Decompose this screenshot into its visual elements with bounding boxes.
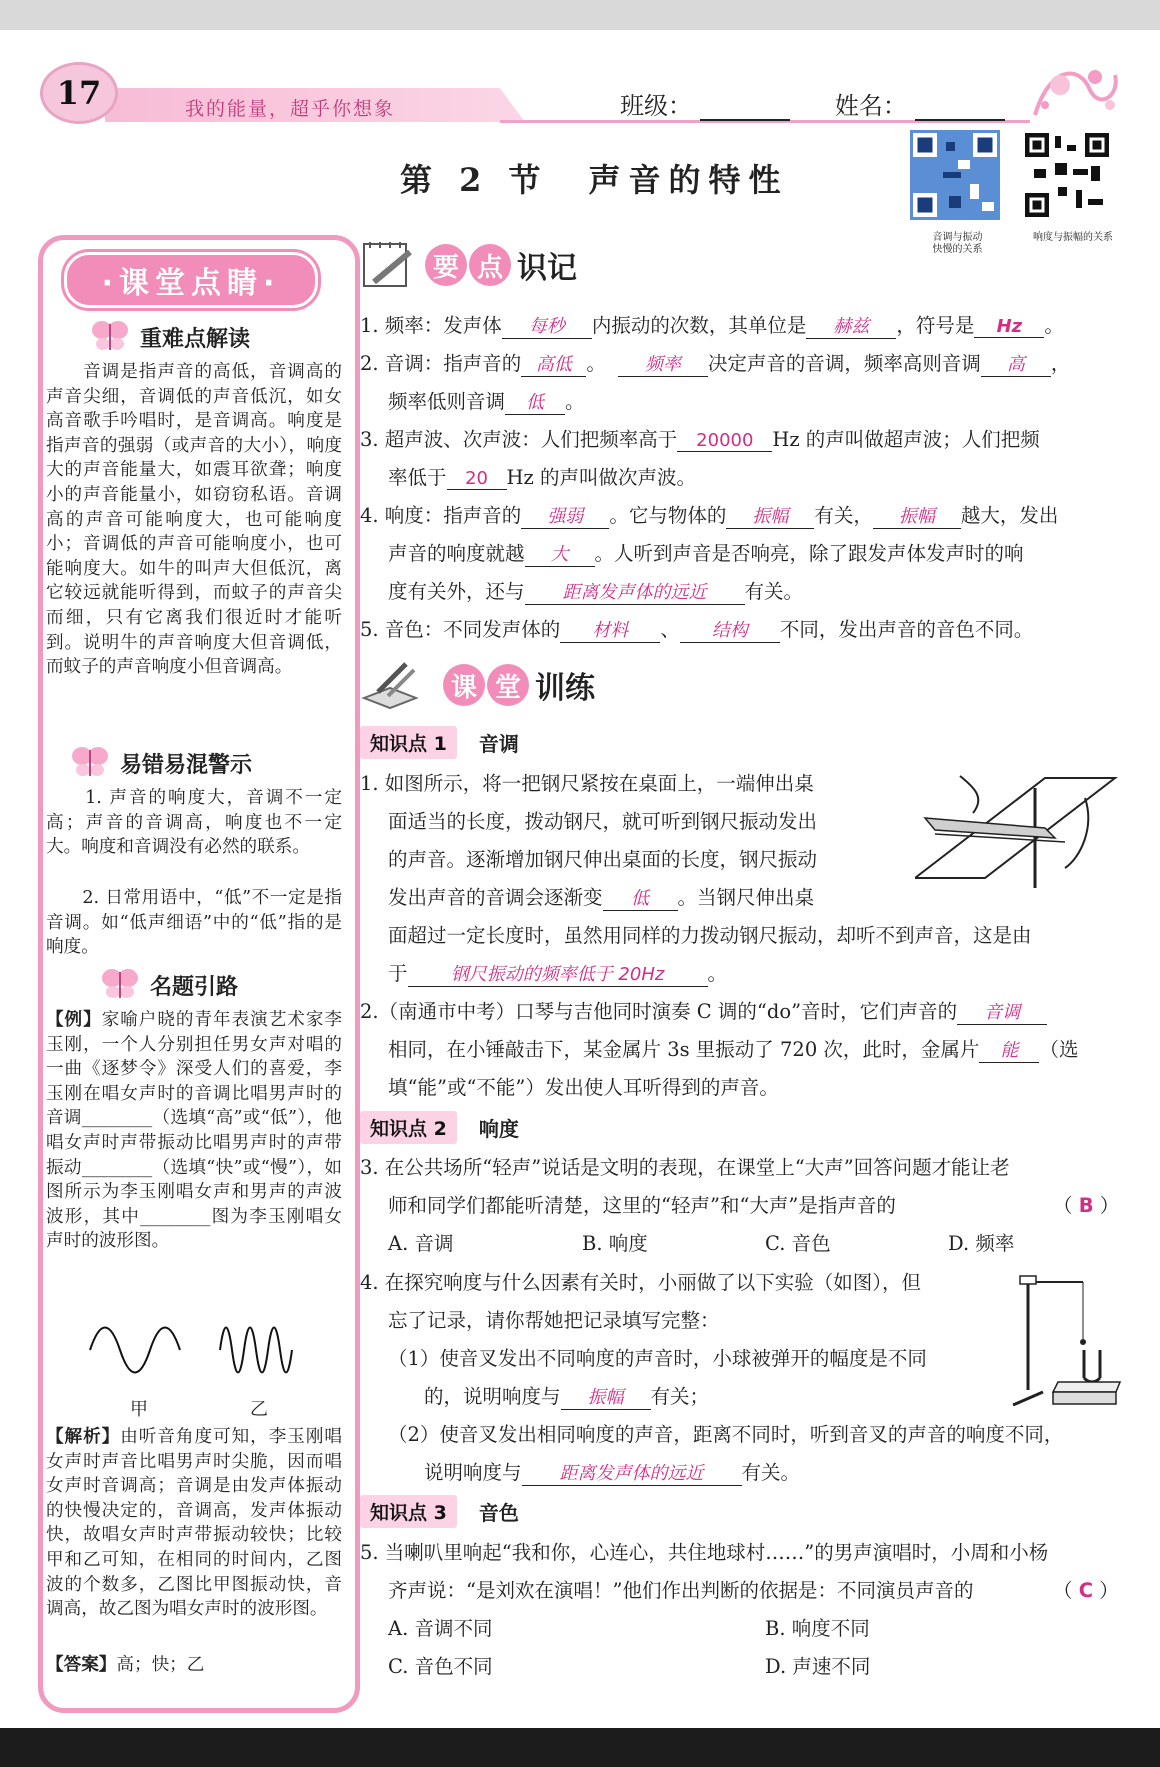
q5-answer: C bbox=[1078, 1579, 1094, 1602]
section2-title: 易错易混警示 bbox=[120, 753, 253, 778]
pen-book-icon bbox=[360, 658, 420, 710]
page-number: 17 bbox=[40, 62, 118, 124]
q5-choice[interactable]: （ C ） bbox=[1053, 1579, 1119, 1602]
example-block bbox=[46, 1008, 342, 1254]
section2-text-1: 1. 声音的响度大，音调不一定高；声音的音调高，响度也不一定大。响度和音调没有必然的联系。 bbox=[46, 788, 342, 858]
tuning-fork-figure bbox=[1008, 1270, 1123, 1410]
answer-blank[interactable]: 低 bbox=[603, 884, 678, 911]
knowledge-point-2: 知识点 2 响度 bbox=[360, 1111, 519, 1144]
class-blank[interactable] bbox=[700, 119, 790, 121]
analysis-tag: 【解析】 bbox=[46, 1426, 121, 1447]
section1-text: 音调是指声音的高低，音调高的声音尖细，音调低的声音低沉，如女高音歌手吟唱时，是音调高。响度是指声音的强弱（或声音的大小），响度大的声音能量大，如震耳欲聋；响度小的声音能量小，如窃窃私语。音调高的声音可能响度大，也可能响度小；音调低的声音可能响度小，也可能响度大。如牛的叫声大但低沉，离它较远就能听得到，而蚊子的声音尖而细，只有它离我们很近时才能听到。说明牛的声音响度大但音调低，而蚊子的声音响度小但音调高。 bbox=[46, 362, 342, 678]
analysis-text: 由听音角度可知，李玉刚唱女声时声音比唱男声时尖脆，因而唱女声时音调高；音调是由发声体振动的快慢决定的，音调高，发声体振动快，故唱女声时声带振动较快；比较甲和乙可知，在相同的时间内，乙图波的个数多，乙图比甲图振动快，音调高，故乙图为唱女声时的波形图。 bbox=[46, 1427, 342, 1620]
q4-line-d: 的，说明响度与 振幅 有关； bbox=[424, 1385, 710, 1408]
keypoint-3-cont: 率低于 20 Hz 的声叫做次声波。 bbox=[388, 466, 696, 489]
wave-label-a: 甲 bbox=[130, 1399, 148, 1420]
waveform-figure bbox=[85, 1305, 300, 1395]
sidebar-heading: ·课堂点睛· bbox=[64, 252, 318, 308]
keypoint-2: 2. 音调：指声音的 高低 。 频率 决定声音的音调，频率高则音调 高 ， bbox=[360, 352, 1071, 375]
q1-line-c: 的声音。逐渐增加钢尺伸出桌面的长度，钢尺振动 bbox=[388, 848, 818, 871]
ruler-experiment-figure bbox=[915, 768, 1120, 890]
answer-blank[interactable]: 低 bbox=[505, 388, 565, 415]
top-bar bbox=[0, 0, 1160, 30]
knowledge-point-3: 知识点 3 音色 bbox=[360, 1495, 519, 1528]
answer-block bbox=[46, 1653, 342, 1678]
answer-blank[interactable]: 材料 bbox=[560, 616, 660, 643]
section-keypoints-title: 要 点 识记 bbox=[425, 243, 577, 287]
answer-blank[interactable]: 距离发声体的远近 bbox=[522, 1459, 742, 1486]
q3-choice[interactable]: （ B ） bbox=[1053, 1194, 1120, 1217]
answer-blank[interactable]: 频率 bbox=[618, 350, 708, 377]
answer-blank[interactable]: Hz bbox=[974, 316, 1044, 338]
q2-line-b: 相同，在小锤敲击下，某金属片 3s 里振动了 720 次，此时，金属片 能 （选 bbox=[388, 1038, 1079, 1061]
name-label: 姓名： bbox=[834, 92, 907, 120]
q1-line-a: 1. 如图所示，将一把钢尺紧按在桌面上，一端伸出桌 bbox=[360, 772, 814, 795]
example-tag: 【例】 bbox=[46, 1009, 102, 1030]
answer-blank[interactable]: 振幅 bbox=[561, 1383, 651, 1410]
q4-line-a: 4. 在探究响度与什么因素有关时，小丽做了以下实验（如图），但 bbox=[360, 1271, 922, 1294]
answer-blank[interactable]: 20 bbox=[447, 468, 507, 490]
answer-blank[interactable]: 结构 bbox=[680, 616, 780, 643]
keypoint-2-cont: 频率低则音调 低 。 bbox=[388, 390, 585, 413]
section2-text-2: 2. 日常用语中，“低”不一定是指音调。如“低声细语”中的“低”指的是响度。 bbox=[46, 888, 342, 958]
keypoint-4: 4. 响度：指声音的 强弱 。它与物体的 振幅 有关， 振幅 越大，发出 bbox=[360, 504, 1059, 527]
wave-label-b: 乙 bbox=[250, 1399, 268, 1420]
answer-blank[interactable]: 能 bbox=[979, 1036, 1039, 1063]
answer-blank[interactable]: 赫兹 bbox=[806, 312, 896, 339]
butterfly-icon bbox=[90, 318, 130, 354]
bottom-bar bbox=[0, 1728, 1160, 1767]
answer-blank[interactable]: 振幅 bbox=[726, 502, 814, 529]
slogan: 我的能量，超乎你想象 bbox=[185, 98, 396, 120]
keypoint-1: 1. 频率：发声体 每秒 内振动的次数，其单位是 赫兹 ，符号是 Hz 。 bbox=[360, 314, 1064, 337]
q5-option-c[interactable]: C. 音色不同 bbox=[388, 1655, 493, 1678]
q1-line-b: 面适当的长度，拨动钢尺，就可听到钢尺振动发出 bbox=[388, 810, 818, 833]
notepad-pencil-icon bbox=[360, 238, 420, 290]
qr-caption-1: 音调与振动 快慢的关系 bbox=[932, 232, 983, 255]
q1-line-f: 于 钢尺振动的频率低于 20Hz 。 bbox=[388, 962, 728, 985]
q3-option-c[interactable]: C. 音色 bbox=[765, 1232, 831, 1255]
answer-blank[interactable]: 音调 bbox=[957, 998, 1047, 1025]
answer-blank[interactable]: 强弱 bbox=[521, 502, 609, 529]
butterfly-icon bbox=[70, 744, 110, 780]
keypoint-4-cont2: 度有关外，还与 距离发声体的远近 有关。 bbox=[388, 580, 804, 603]
class-label: 班级： bbox=[620, 92, 692, 120]
page-title: 第 2 节 声音的特性 bbox=[400, 161, 789, 199]
q5-option-d[interactable]: D. 声速不同 bbox=[765, 1655, 871, 1678]
answer-text: 高；快；乙 bbox=[116, 1655, 205, 1675]
answer-blank[interactable]: 大 bbox=[525, 540, 595, 567]
keypoint-5: 5. 音色：不同发声体的 材料 、 结构 不同，发出声音的音色不同。 bbox=[360, 618, 1034, 641]
q3-option-b[interactable]: B. 响度 bbox=[582, 1232, 648, 1255]
q5-line-b: 齐声说：“是刘欢在演唱！”他们作出判断的依据是：不同演员声音的 bbox=[388, 1579, 974, 1602]
q4-line-e: （2）使音叉发出相同响度的声音，距离不同时，听到音叉的声音的响度不同， bbox=[388, 1423, 1064, 1446]
knowledge-point-1: 知识点 1 音调 bbox=[360, 726, 519, 759]
keypoint-4-cont1: 声音的响度就越 大 。人听到声音是否响亮，除了跟发声体发声时的响 bbox=[388, 542, 1024, 565]
q4-line-c: （1）使音叉发出不同响度的声音时，小球被弹开的幅度是不同 bbox=[388, 1347, 927, 1370]
keypoint-3: 3. 超声波、次声波：人们把频率高于 20000 Hz 的声叫做超声波；人们把频 bbox=[360, 428, 1040, 451]
q4-line-b: 忘了记录，请你帮她把记录填写完整： bbox=[388, 1309, 720, 1332]
q3-option-d[interactable]: D. 频率 bbox=[948, 1232, 1015, 1255]
q5-option-a[interactable]: A. 音调不同 bbox=[388, 1617, 493, 1640]
answer-blank[interactable]: 20000 bbox=[677, 430, 772, 452]
q3-option-a[interactable]: A. 音调 bbox=[388, 1232, 454, 1255]
example-text: 家喻户晓的青年表演艺术家李玉刚，一个人分别担任男女声对唱的一曲《逐梦令》深受人们的喜爱，李玉刚在唱女声时的音调比唱男声时的音调________（选填“高”或“低”），他唱女声时声带振动比唱男声时的声带振动________（选填“快”或“慢”），如图所示为李玉刚唱女声和男声的声波波形，其中________图为李玉刚唱女声时的波形图。 bbox=[46, 1010, 342, 1252]
answer-blank[interactable]: 距离发声体的远近 bbox=[525, 578, 745, 605]
qr-code-icon[interactable] bbox=[910, 130, 1000, 220]
q1-line-e: 面超过一定长度时，虽然用同样的力拨动钢尺振动，却听不到声音，这是由 bbox=[388, 924, 1032, 947]
analysis-block bbox=[46, 1425, 342, 1622]
q2-line-c: 填“能”或“不能”）发出使人耳听得到的声音。 bbox=[388, 1076, 779, 1099]
q5-option-b[interactable]: B. 响度不同 bbox=[765, 1617, 870, 1640]
section3-title: 名题引路 bbox=[150, 975, 239, 1000]
q4-line-f: 说明响度与 距离发声体的远近 有关。 bbox=[424, 1461, 801, 1484]
q2-line-a: 2.（南通市中考）口琴与吉他同时演奏 C 调的“do”音时，它们声音的 音调 bbox=[360, 996, 1047, 1025]
qr-code-icon[interactable] bbox=[1022, 130, 1112, 220]
answer-tag: 【答案】 bbox=[46, 1654, 117, 1675]
answer-blank[interactable]: 高低 bbox=[521, 350, 586, 377]
name-blank[interactable] bbox=[915, 119, 1005, 121]
section1-title: 重难点解读 bbox=[140, 327, 251, 352]
answer-blank[interactable]: 每秒 bbox=[502, 312, 592, 339]
q3-answer: B bbox=[1078, 1194, 1094, 1217]
butterfly-icon bbox=[100, 966, 140, 1002]
floral-ornament-icon bbox=[1030, 55, 1125, 125]
class-name-fields bbox=[620, 86, 1005, 121]
qr-caption-2: 响度与振幅的关系 bbox=[1033, 232, 1113, 243]
q3-line-b: 师和同学们都能听清楚，这里的“轻声”和“大声”是指声音的 bbox=[388, 1194, 896, 1217]
answer-blank[interactable]: 高 bbox=[981, 350, 1051, 377]
q3-line-a: 3. 在公共场所“轻声”说话是文明的表现，在课堂上“大声”回答问题才能让老 bbox=[360, 1156, 1010, 1179]
q5-line-a: 5. 当喇叭里响起“我和你，心连心，共住地球村……”的男声演唱时，小周和小杨 bbox=[360, 1541, 1049, 1564]
answer-blank[interactable]: 钢尺振动的频率低于 20Hz bbox=[408, 960, 708, 987]
answer-blank[interactable]: 振幅 bbox=[873, 502, 961, 529]
section-practice-title: 课 堂 训练 bbox=[443, 663, 595, 707]
q1-line-d: 发出声音的音调会逐渐变 低 。当钢尺伸出桌 bbox=[388, 886, 815, 909]
